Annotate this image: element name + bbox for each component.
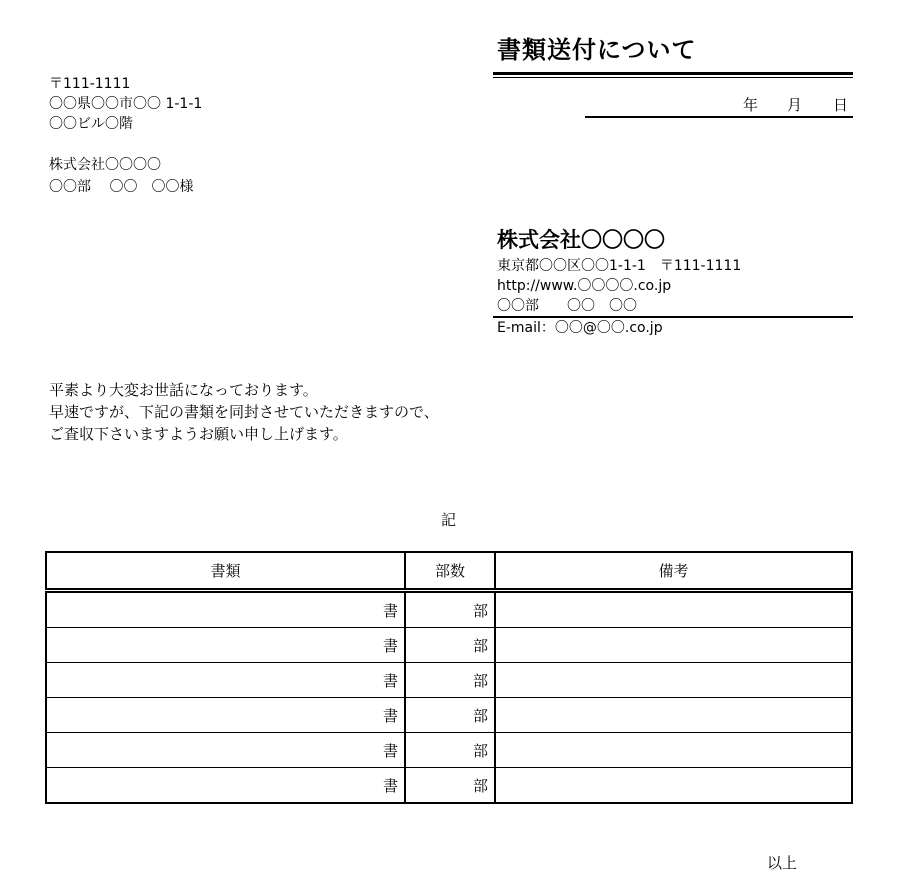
sender-email: E-mail：〇〇@〇〇.co.jp bbox=[497, 320, 663, 336]
ki-label: 記 bbox=[441, 511, 457, 529]
sender-url: http://www.〇〇〇〇.co.jp bbox=[497, 278, 672, 294]
table-row bbox=[46, 698, 852, 733]
note-cell[interactable] bbox=[495, 628, 852, 663]
date-row bbox=[585, 94, 853, 118]
header-notes: 備考 bbox=[495, 552, 852, 591]
note-cell[interactable] bbox=[495, 698, 852, 733]
doc-cell[interactable]: 書 bbox=[46, 628, 405, 663]
date-month-label: 月 bbox=[787, 96, 803, 114]
sender-address: 東京都〇〇区〇〇1-1-1 〒111-1111 bbox=[497, 258, 742, 274]
doc-cell[interactable]: 書 bbox=[46, 591, 405, 628]
recipient-postal: 〒111-1111 bbox=[49, 76, 131, 92]
document-title: 書類送付について bbox=[497, 36, 697, 64]
note-cell[interactable] bbox=[495, 768, 852, 804]
table-row bbox=[46, 591, 852, 628]
sender-person: 〇〇部 〇〇 〇〇 bbox=[497, 298, 637, 314]
closing-label: 以上 bbox=[767, 854, 798, 872]
date-year-label: 年 bbox=[743, 96, 759, 114]
body-line-2: 早速ですが、下記の書類を同封させていただきますので、 bbox=[49, 403, 439, 421]
title-underline-thin bbox=[493, 77, 853, 78]
doc-cell[interactable]: 書 bbox=[46, 698, 405, 733]
count-cell[interactable]: 部 bbox=[405, 698, 495, 733]
doc-cell[interactable]: 書 bbox=[46, 663, 405, 698]
sender-company: 株式会社〇〇〇〇 bbox=[497, 228, 665, 252]
table-row bbox=[46, 628, 852, 663]
doc-cell[interactable]: 書 bbox=[46, 768, 405, 804]
date-day-label: 日 bbox=[833, 96, 849, 114]
body-line-1: 平素より大変お世話になっております。 bbox=[49, 381, 318, 399]
count-cell[interactable]: 部 bbox=[405, 733, 495, 768]
count-cell[interactable]: 部 bbox=[405, 628, 495, 663]
body-line-3: ご査収下さいますようお願い申し上げます。 bbox=[49, 425, 348, 443]
title-underline bbox=[493, 72, 853, 75]
recipient-person: 〇〇部 〇〇 〇〇様 bbox=[49, 179, 194, 195]
count-cell[interactable]: 部 bbox=[405, 591, 495, 628]
recipient-address2: 〇〇ビル〇階 bbox=[49, 116, 133, 132]
documents-table bbox=[45, 551, 853, 804]
header-count: 部数 bbox=[405, 552, 495, 591]
table-row bbox=[46, 768, 852, 804]
count-cell[interactable]: 部 bbox=[405, 768, 495, 804]
recipient-address1: 〇〇県〇〇市〇〇 1-1-1 bbox=[49, 96, 203, 112]
table-row bbox=[46, 733, 852, 768]
table-row bbox=[46, 663, 852, 698]
note-cell[interactable] bbox=[495, 663, 852, 698]
header-documents: 書類 bbox=[46, 552, 405, 591]
recipient-company: 株式会社〇〇〇〇 bbox=[49, 157, 161, 173]
count-cell[interactable]: 部 bbox=[405, 663, 495, 698]
note-cell[interactable] bbox=[495, 733, 852, 768]
note-cell[interactable] bbox=[495, 591, 852, 628]
doc-cell[interactable]: 書 bbox=[46, 733, 405, 768]
table-header-row bbox=[46, 552, 852, 591]
